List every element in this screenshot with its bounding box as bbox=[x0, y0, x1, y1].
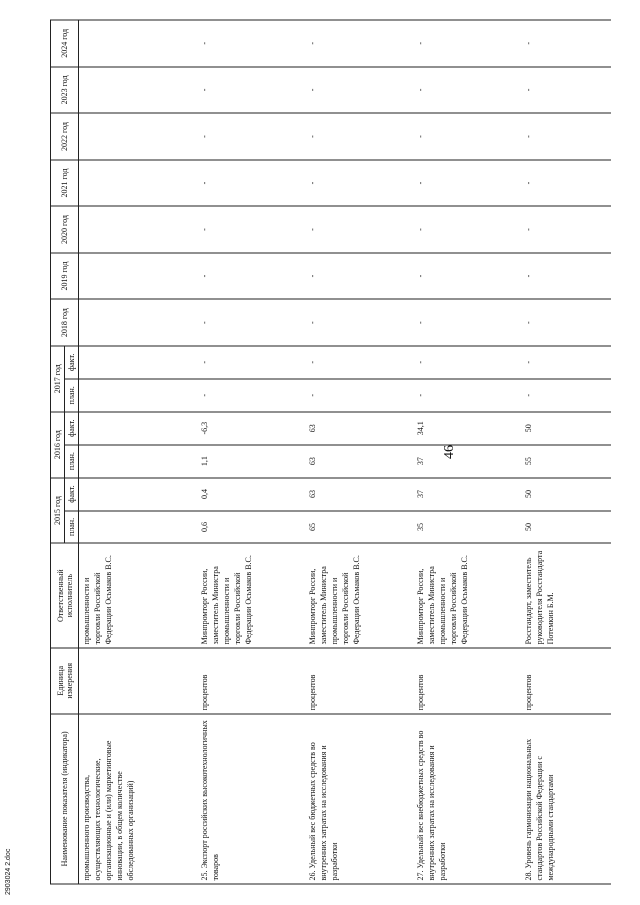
cell-2017-plan: - bbox=[521, 379, 611, 412]
cell-2015-fact: 63 bbox=[305, 478, 413, 511]
cell-2018 bbox=[79, 299, 197, 346]
table-row bbox=[197, 20, 305, 884]
row-name: промышленного производства, осуществляющих технологические, организационные и (или) маркетинговые инновации, в общем количестве обследованных организаций) bbox=[79, 714, 197, 884]
cell-2017-fact: - bbox=[413, 346, 521, 379]
table-row bbox=[413, 20, 521, 884]
cell-2020: - bbox=[197, 206, 305, 253]
row-responsible: Минпромторг России, заместитель Министра промышленности и торговли Российской Федерации Осьмаков В.С. bbox=[197, 543, 305, 647]
cell-2018: - bbox=[521, 299, 611, 346]
cell-2024: - bbox=[521, 20, 611, 67]
cell-2017-fact: - bbox=[521, 346, 611, 379]
header-2024: 2024 год bbox=[51, 20, 79, 67]
cell-2018: - bbox=[197, 299, 305, 346]
cell-2015-plan: 50 bbox=[521, 511, 611, 544]
cell-2022: - bbox=[197, 113, 305, 160]
cell-2024 bbox=[79, 20, 197, 67]
cell-2019: - bbox=[197, 253, 305, 300]
row-responsible: Минпромторг России, заместитель Министра промышленности и торговли Российской Федерации Осьмаков В.С. bbox=[305, 543, 413, 647]
header-2019: 2019 год bbox=[51, 253, 79, 300]
header-name: Наименование показателя (индикатора) bbox=[51, 714, 79, 884]
cell-2020: - bbox=[521, 206, 611, 253]
cell-2019: - bbox=[305, 253, 413, 300]
cell-2015-fact: 37 bbox=[413, 478, 521, 511]
cell-2023: - bbox=[305, 67, 413, 114]
cell-2015-plan bbox=[79, 511, 197, 544]
cell-2015-fact bbox=[79, 478, 197, 511]
cell-2021: - bbox=[413, 160, 521, 207]
cell-2016-plan: 63 bbox=[305, 445, 413, 478]
cell-2017-fact: - bbox=[305, 346, 413, 379]
header-2016-plan: план. bbox=[65, 445, 79, 478]
cell-2019: - bbox=[521, 253, 611, 300]
header-2017-fact: факт. bbox=[65, 346, 79, 379]
cell-2017-plan: - bbox=[197, 379, 305, 412]
cell-2017-fact bbox=[79, 346, 197, 379]
cell-2018: - bbox=[305, 299, 413, 346]
cell-2015-fact: 0,4 bbox=[197, 478, 305, 511]
indicator-table bbox=[50, 20, 611, 885]
cell-2024: - bbox=[413, 20, 521, 67]
table-row bbox=[305, 20, 413, 884]
cell-2017-fact: - bbox=[197, 346, 305, 379]
cell-2021: - bbox=[305, 160, 413, 207]
cell-2024: - bbox=[305, 20, 413, 67]
row-unit bbox=[79, 648, 197, 714]
row-responsible: промышленности и торговли Российской Федерации Осьмаков В.С. bbox=[79, 543, 197, 647]
table-row bbox=[521, 20, 611, 884]
cell-2017-plan bbox=[79, 379, 197, 412]
cell-2016-fact: 34,1 bbox=[413, 412, 521, 445]
cell-2020: - bbox=[413, 206, 521, 253]
cell-2017-plan: - bbox=[413, 379, 521, 412]
header-2016-fact: факт. bbox=[65, 412, 79, 445]
cell-2024: - bbox=[197, 20, 305, 67]
row-responsible: Минпромторг России, заместитель Министра промышленности и торговли Российской Федерации Осьмаков В.С. bbox=[413, 543, 521, 647]
cell-2023 bbox=[79, 67, 197, 114]
cell-2022 bbox=[79, 113, 197, 160]
header-2015-plan: план. bbox=[65, 511, 79, 544]
cell-2017-plan: - bbox=[305, 379, 413, 412]
cell-2016-fact: 50 bbox=[521, 412, 611, 445]
cell-2021: - bbox=[197, 160, 305, 207]
cell-2022: - bbox=[305, 113, 413, 160]
row-name: 26. Удельный вес бюджетных средств во внутренних затратах на исследования и разработки bbox=[305, 714, 413, 884]
header-2015-fact: факт. bbox=[65, 478, 79, 511]
header-2018: 2018 год bbox=[51, 299, 79, 346]
row-unit: процентов bbox=[197, 648, 305, 714]
cell-2015-plan: 65 bbox=[305, 511, 413, 544]
header-2017: 2017 год bbox=[51, 346, 65, 412]
cell-2021 bbox=[79, 160, 197, 207]
cell-2016-plan: 55 bbox=[521, 445, 611, 478]
header-unit: Единица измерения bbox=[51, 648, 79, 714]
cell-2022: - bbox=[413, 113, 521, 160]
cell-2019: - bbox=[413, 253, 521, 300]
footer-doc-code: 2903024 2.doc bbox=[5, 848, 12, 895]
table-row bbox=[79, 20, 197, 884]
header-responsible: Ответственный исполнитель bbox=[51, 543, 79, 647]
cell-2022: - bbox=[521, 113, 611, 160]
row-name: 25. Экспорт российских высокотехнологичных товаров bbox=[197, 714, 305, 884]
row-unit: процентов bbox=[305, 648, 413, 714]
cell-2016-fact: 63 bbox=[305, 412, 413, 445]
cell-2016-plan bbox=[79, 445, 197, 478]
cell-2020 bbox=[79, 206, 197, 253]
cell-2015-plan: 35 bbox=[413, 511, 521, 544]
cell-2015-fact: 50 bbox=[521, 478, 611, 511]
cell-2023: - bbox=[521, 67, 611, 114]
cell-2023: - bbox=[413, 67, 521, 114]
cell-2016-plan: 37 bbox=[413, 445, 521, 478]
row-name: 28. Уровень гармонизации национальных стандартов Российской Федерации с международными стандартами bbox=[521, 714, 611, 884]
row-responsible: Росстандарт, заместитель руководителя Росстандарта Потемкин Б.М. bbox=[521, 543, 611, 647]
table-body bbox=[79, 20, 611, 884]
cell-2021: - bbox=[521, 160, 611, 207]
header-2021: 2021 год bbox=[51, 160, 79, 207]
header-2016: 2016 год bbox=[51, 412, 65, 478]
cell-2023: - bbox=[197, 67, 305, 114]
cell-2016-fact: -6,3 bbox=[197, 412, 305, 445]
row-unit: процентов bbox=[413, 648, 521, 714]
row-name: 27. Удельный вес внебюджетных средств во внутренних затратах на исследования и разработки bbox=[413, 714, 521, 884]
table-header bbox=[51, 20, 79, 884]
header-2015: 2015 год bbox=[51, 478, 65, 544]
cell-2016-fact bbox=[79, 412, 197, 445]
header-2022: 2022 год bbox=[51, 113, 79, 160]
cell-2020: - bbox=[305, 206, 413, 253]
row-unit: процентов bbox=[521, 648, 611, 714]
cell-2015-plan: 0,6 bbox=[197, 511, 305, 544]
page-number-text: 46 bbox=[442, 445, 457, 459]
cell-2016-plan: 1,1 bbox=[197, 445, 305, 478]
header-2017-plan: план. bbox=[65, 379, 79, 412]
indicator-table-rotated bbox=[50, 20, 590, 885]
cell-2018: - bbox=[413, 299, 521, 346]
header-2023: 2023 год bbox=[51, 67, 79, 114]
cell-2019 bbox=[79, 253, 197, 300]
header-2020: 2020 год bbox=[51, 206, 79, 253]
